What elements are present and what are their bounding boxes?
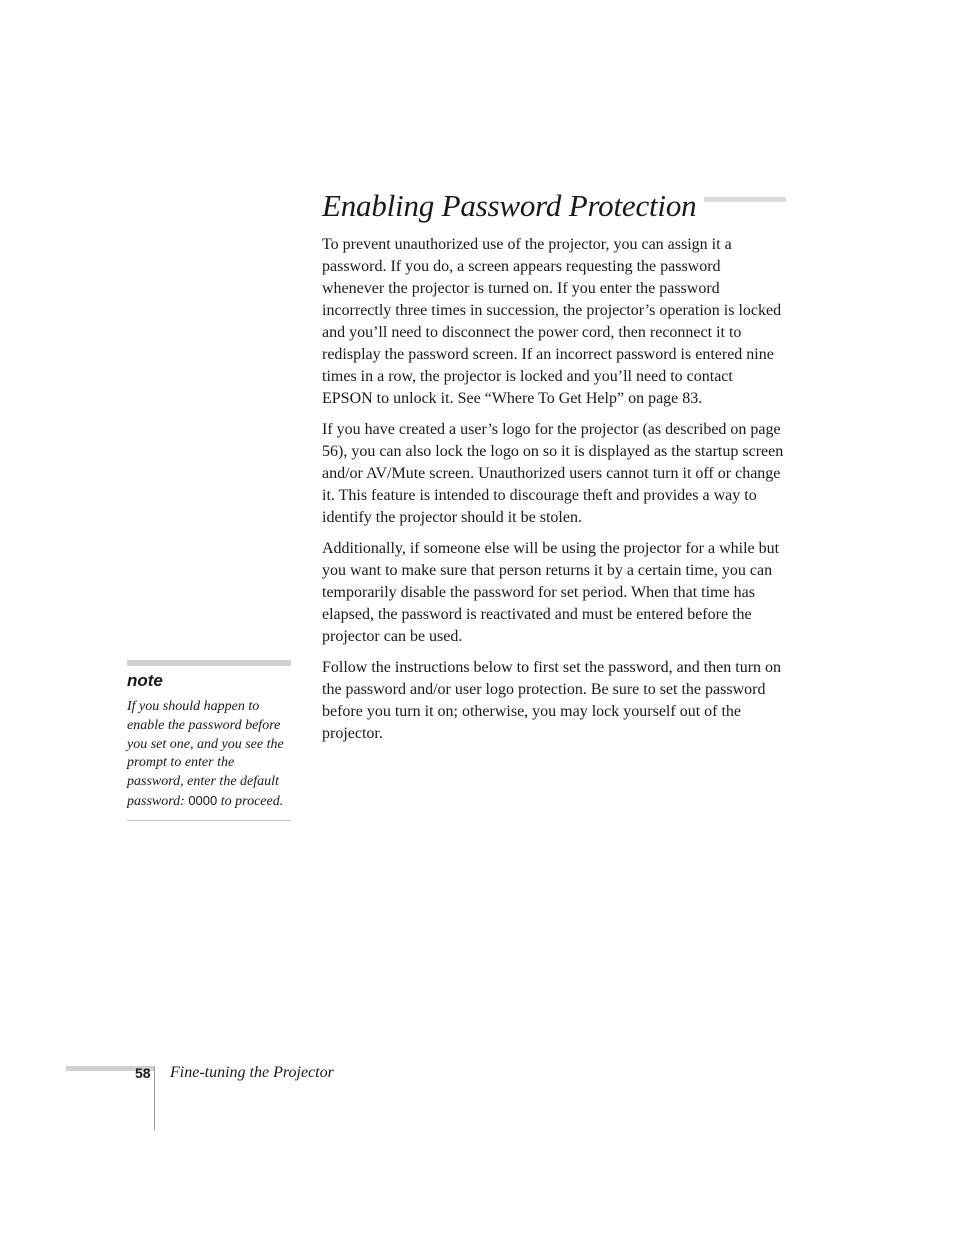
paragraph-password-intro: To prevent unauthorized use of the projector, you can assign it a password. If you do, a screen appears requesting the password whenever the projector is turned on. If you enter the password incorrectly three times in succession, the projector’s operation is locked and you’ll need to disconnect the power cord, then reconnect it to redisplay the password screen. If an incorrect password is entered nine times in a row, the projector is locked and you’ll need to contact EPSON to unlock it. See “Where To Get Help” on page 83. [322, 236, 782, 407]
note-top-rule [127, 660, 291, 666]
paragraph-temporary-disable: Additionally, if someone else will be using the projector for a while but you want to make sure that person returns it by a certain time, you can temporarily disable the password for set period. When that time has elapsed, the password is reactivated and must be entered before the projector can be used. [322, 540, 780, 645]
note-bottom-rule [127, 820, 291, 821]
footer-divider [154, 1066, 155, 1130]
body-text [322, 234, 784, 754]
note-body [127, 698, 291, 812]
side-note [127, 660, 291, 821]
page-heading: Enabling Password Protection [322, 186, 704, 226]
note-text-after: to proceed. [217, 793, 284, 809]
note-label: note [127, 671, 163, 690]
running-section-title: Fine-tuning the Projector [170, 1064, 334, 1081]
paragraph-instructions: Follow the instructions below to first set the password, and then turn on the password and/or user logo protection. Be sure to set the password before you turn it on; otherwise, you may lock yourself out of the projector. [322, 659, 782, 742]
page-number: 58 [135, 1065, 151, 1081]
paragraph-user-logo: If you have created a user’s logo for the projector (as described on page 56), you can also lock the logo on so it is displayed as the startup screen and/or AV/Mute screen. Unauthorized users cannot turn it off or change it. This feature is intended to discourage theft and provides a way to identify the projector should it be stolen. [322, 421, 784, 526]
note-default-password: 0000 [188, 792, 218, 808]
note-text-before: If you should happen to enable the password before you set one, and you see the prompt to enter the password, enter the default password: [127, 699, 284, 809]
